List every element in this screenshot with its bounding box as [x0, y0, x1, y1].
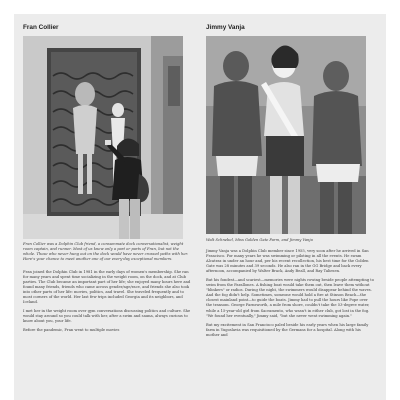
- right-paragraph-1: Jimmy Vanja was a Dolphin Club member since 1955, very soon after he arrived in San Francisco. For many years he was swimming or piloting in all the events. He swam Alcatraz in under an hour and, per his recent recollection, his best time for the Golden Gate was 28 minutes and 39 seconds. He also ran in the GG Bridge and back every afternoon, accompanied by Walter Brack, Andy Beall, and Ray Taliesen.: [206, 249, 369, 274]
- left-paragraph-2: I met her in the weight room over gym conversations discussing politics and culture. She would stay around so you could talk with her, after a swim and sauna, always curious to know about you, your life.: [23, 309, 191, 324]
- right-article-body: [206, 249, 374, 342]
- newsletter-page: [14, 14, 386, 400]
- left-paragraph-1: Fran joined the Dolphin Club in 1981 in the early days of women's membership. She ran for many years and spent time socializing in the weight room, on the dock, and at Club parties. The Club became an important part of her life; she enjoyed many hours here and found many friends, friends who came across gender/age/race, and friends she also took into other parts of her life: movies, politics, and travel. She traveled frequently and to most corners of the world. Her last few trips included Georgia and its neighbors, and Iceland.: [23, 270, 191, 305]
- left-paragraph-3: Before the pandemic, Fran went to multiple movies: [23, 328, 120, 333]
- right-photo: [206, 36, 366, 234]
- fran-collier-photo: [23, 36, 183, 239]
- right-paragraph-3: But my excitement in San Francisco paled beside his early years when his large family farm in Yugoslavia was requisitioned by the Germans for a hospital. Along with his mother and: [206, 322, 369, 337]
- left-article-body: [23, 270, 191, 338]
- left-photo: [23, 36, 183, 239]
- right-member-name: Jimmy Vanja: [206, 24, 245, 31]
- right-photo-caption: Walt Schnebel, Miss Golden Gate Farm, and Jimmy Vanja: [206, 238, 313, 242]
- vintage-beach-photo: [206, 36, 366, 234]
- right-paragraph-2: But his fondest—and scariest—memories were nights rowing beside people attempting to swim from the Farallones. A fishing boat would take them out, then leave them without "blinkers" or radios. During the night, the swimmers would disappear behind the waves. And the fog didn't help. Sometimes, someone would hold a fire at Stinson Beach—the closest mainland point—to guide the boats. Jimmy had to pull the hours like Pope over the transom. George Farnsworth, a mile from shore, couldn't take the 53-degree water, while a 15-year-old girl from Sacramento, who wasn't in either club, got lost in the fog. "We found her eventually," Jimmy said, "but she never went swimming again.": [206, 278, 374, 318]
- left-photo-caption: Fran Collier was a Dolphin Club friend, a consummate dock conversationalist, weight room captain, and runner. Most of us knew only a part or parts of Fran, but not the whole. Those who never hung out on the dock would have never crossed paths with her. Here's your chance to meet another one of our every-day exceptional members.: [23, 242, 189, 261]
- left-member-name: Fran Collier: [23, 24, 59, 31]
